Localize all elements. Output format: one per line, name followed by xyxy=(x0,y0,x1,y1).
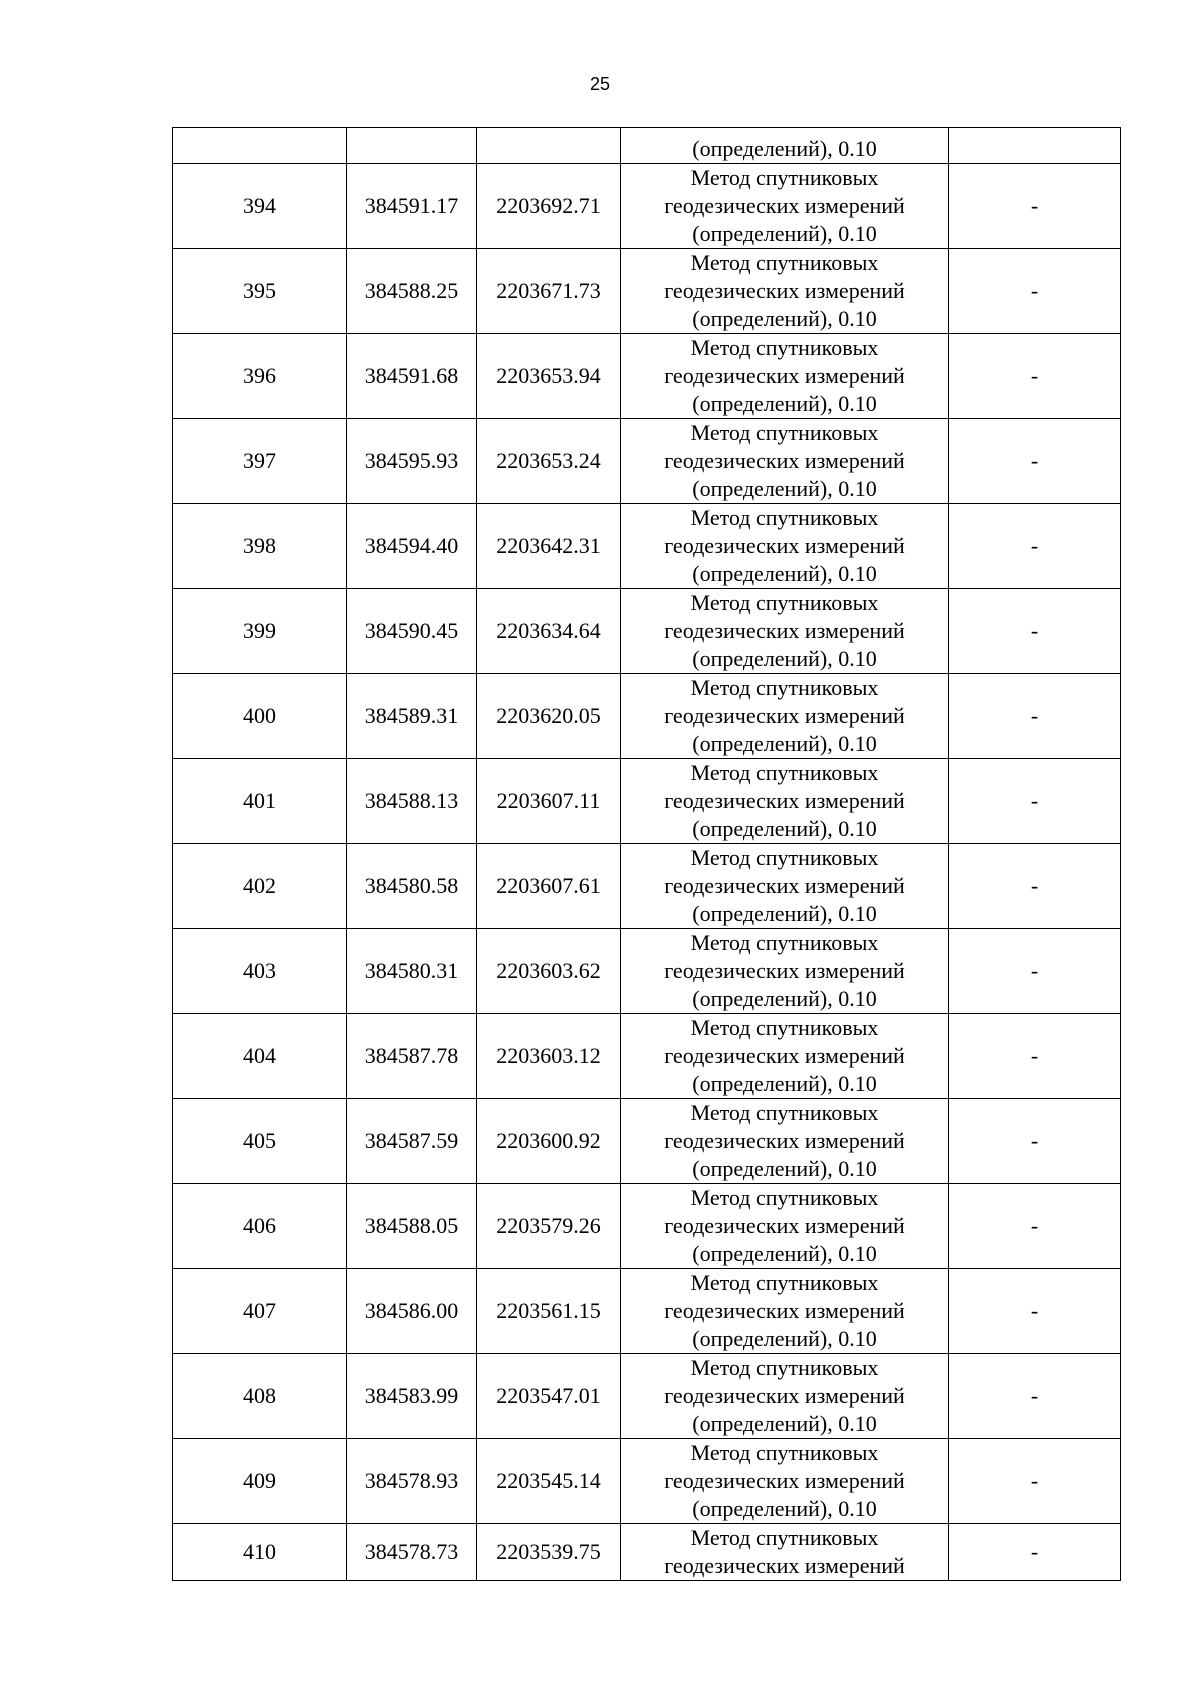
method-line: Метод спутниковых xyxy=(690,930,879,955)
method-line: геодезических измерений xyxy=(664,193,905,218)
method-line: Метод спутниковых xyxy=(690,505,879,530)
point-number-cell: 405 xyxy=(173,1099,347,1184)
method-cell xyxy=(621,419,949,504)
x-coordinate-cell: 384587.78 xyxy=(347,1014,477,1099)
method-line: геодезических измерений xyxy=(664,958,905,983)
x-coordinate-cell: 384578.73 xyxy=(347,1524,477,1581)
method-line: Метод спутниковых xyxy=(690,590,879,615)
x-coordinate-cell: 384583.99 xyxy=(347,1354,477,1439)
table-row xyxy=(173,929,1121,1014)
description-cell: - xyxy=(949,419,1121,504)
y-coordinate-cell: 2203692.71 xyxy=(477,164,621,249)
y-coordinate-cell: 2203653.94 xyxy=(477,334,621,419)
method-line: геодезических измерений xyxy=(664,1043,905,1068)
table-row xyxy=(173,674,1121,759)
y-coordinate-cell: 2203579.26 xyxy=(477,1184,621,1269)
description-cell: - xyxy=(949,1439,1121,1524)
description-cell: - xyxy=(949,334,1121,419)
method-line: Метод спутниковых xyxy=(690,1185,879,1210)
method-line: (определений), 0.10 xyxy=(692,391,877,416)
y-coordinate-cell: 2203634.64 xyxy=(477,589,621,674)
x-coordinate-cell: 384591.68 xyxy=(347,334,477,419)
method-line: (определений), 0.10 xyxy=(692,561,877,586)
method-cell xyxy=(621,929,949,1014)
method-cell xyxy=(621,1099,949,1184)
method-line: геодезических измерений xyxy=(664,1128,905,1153)
table-row xyxy=(173,1014,1121,1099)
y-coordinate-cell: 2203653.24 xyxy=(477,419,621,504)
table-row xyxy=(173,1524,1121,1581)
method-cell xyxy=(621,1354,949,1439)
table-row xyxy=(173,504,1121,589)
x-coordinate-cell: 384580.58 xyxy=(347,844,477,929)
method-line: (определений), 0.10 xyxy=(692,816,877,841)
description-cell: - xyxy=(949,674,1121,759)
point-number-cell: 404 xyxy=(173,1014,347,1099)
x-coordinate-cell xyxy=(347,128,477,164)
method-cell xyxy=(621,504,949,589)
method-line: Метод спутниковых xyxy=(690,420,879,445)
point-number-cell: 399 xyxy=(173,589,347,674)
x-coordinate-cell: 384578.93 xyxy=(347,1439,477,1524)
point-number-cell: 409 xyxy=(173,1439,347,1524)
table-row xyxy=(173,759,1121,844)
point-number-cell: 394 xyxy=(173,164,347,249)
method-line: Метод спутниковых xyxy=(690,845,879,870)
method-line: (определений), 0.10 xyxy=(692,306,877,331)
point-number-cell: 407 xyxy=(173,1269,347,1354)
method-line: геодезических измерений xyxy=(664,278,905,303)
x-coordinate-cell: 384590.45 xyxy=(347,589,477,674)
description-cell: - xyxy=(949,249,1121,334)
method-line: Метод спутниковых xyxy=(690,675,879,700)
method-line: геодезических измерений xyxy=(664,873,905,898)
method-cell xyxy=(621,1269,949,1354)
point-number-cell: 396 xyxy=(173,334,347,419)
table-row xyxy=(173,128,1121,164)
method-cell xyxy=(621,1524,949,1581)
method-line: Метод спутниковых xyxy=(690,1440,879,1465)
method-line: геодезических измерений xyxy=(664,788,905,813)
method-line: (определений), 0.10 xyxy=(692,136,877,161)
point-number-cell xyxy=(173,128,347,164)
description-cell: - xyxy=(949,929,1121,1014)
description-cell: - xyxy=(949,759,1121,844)
method-cell xyxy=(621,1014,949,1099)
method-line: геодезических измерений xyxy=(664,703,905,728)
y-coordinate-cell: 2203620.05 xyxy=(477,674,621,759)
method-line: геодезических измерений xyxy=(664,363,905,388)
table-row xyxy=(173,249,1121,334)
y-coordinate-cell: 2203603.62 xyxy=(477,929,621,1014)
x-coordinate-cell: 384588.05 xyxy=(347,1184,477,1269)
description-cell: - xyxy=(949,589,1121,674)
method-line: (определений), 0.10 xyxy=(692,1241,877,1266)
table-row xyxy=(173,1354,1121,1439)
description-cell: - xyxy=(949,844,1121,929)
point-number-cell: 410 xyxy=(173,1524,347,1581)
x-coordinate-cell: 384594.40 xyxy=(347,504,477,589)
x-coordinate-cell: 384586.00 xyxy=(347,1269,477,1354)
method-cell xyxy=(621,334,949,419)
x-coordinate-cell: 384587.59 xyxy=(347,1099,477,1184)
point-number-cell: 403 xyxy=(173,929,347,1014)
coordinates-table xyxy=(172,127,1121,1581)
description-cell: - xyxy=(949,1184,1121,1269)
y-coordinate-cell: 2203547.01 xyxy=(477,1354,621,1439)
point-number-cell: 402 xyxy=(173,844,347,929)
method-line: (определений), 0.10 xyxy=(692,1411,877,1436)
table-row xyxy=(173,1184,1121,1269)
method-line: (определений), 0.10 xyxy=(692,901,877,926)
point-number-cell: 406 xyxy=(173,1184,347,1269)
y-coordinate-cell: 2203603.12 xyxy=(477,1014,621,1099)
method-cell xyxy=(621,128,949,164)
table-row xyxy=(173,164,1121,249)
y-coordinate-cell: 2203642.31 xyxy=(477,504,621,589)
point-number-cell: 397 xyxy=(173,419,347,504)
method-line: Метод спутниковых xyxy=(690,760,879,785)
method-line: Метод спутниковых xyxy=(690,335,879,360)
point-number-cell: 401 xyxy=(173,759,347,844)
method-cell xyxy=(621,164,949,249)
method-cell xyxy=(621,589,949,674)
method-line: геодезических измерений xyxy=(664,448,905,473)
description-cell: - xyxy=(949,1099,1121,1184)
table-row xyxy=(173,589,1121,674)
x-coordinate-cell: 384588.13 xyxy=(347,759,477,844)
y-coordinate-cell: 2203607.11 xyxy=(477,759,621,844)
method-line: геодезических измерений xyxy=(664,1213,905,1238)
method-cell xyxy=(621,1439,949,1524)
x-coordinate-cell: 384588.25 xyxy=(347,249,477,334)
method-cell xyxy=(621,844,949,929)
method-line: Метод спутниковых xyxy=(690,1525,879,1550)
y-coordinate-cell: 2203545.14 xyxy=(477,1439,621,1524)
table-row xyxy=(173,419,1121,504)
method-cell xyxy=(621,249,949,334)
x-coordinate-cell: 384589.31 xyxy=(347,674,477,759)
page-number: 25 xyxy=(589,74,611,94)
method-line: (определений), 0.10 xyxy=(692,1156,877,1181)
description-cell: - xyxy=(949,1524,1121,1581)
method-line: (определений), 0.10 xyxy=(692,731,877,756)
method-line: (определений), 0.10 xyxy=(692,221,877,246)
method-line: Метод спутниковых xyxy=(690,1100,879,1125)
table-row xyxy=(173,1099,1121,1184)
table-row xyxy=(173,1439,1121,1524)
point-number-cell: 408 xyxy=(173,1354,347,1439)
method-line: (определений), 0.10 xyxy=(692,1496,877,1521)
y-coordinate-cell: 2203600.92 xyxy=(477,1099,621,1184)
table-row xyxy=(173,334,1121,419)
method-line: геодезических измерений xyxy=(664,1553,905,1578)
description-cell xyxy=(949,128,1121,164)
method-line: Метод спутниковых xyxy=(690,1355,879,1380)
point-number-cell: 395 xyxy=(173,249,347,334)
method-line: Метод спутниковых xyxy=(690,1270,879,1295)
method-line: геодезических измерений xyxy=(664,533,905,558)
description-cell: - xyxy=(949,164,1121,249)
method-line: (определений), 0.10 xyxy=(692,986,877,1011)
y-coordinate-cell xyxy=(477,128,621,164)
description-cell: - xyxy=(949,1269,1121,1354)
method-cell xyxy=(621,759,949,844)
point-number-cell: 398 xyxy=(173,504,347,589)
method-line: (определений), 0.10 xyxy=(692,646,877,671)
x-coordinate-cell: 384595.93 xyxy=(347,419,477,504)
description-cell: - xyxy=(949,1014,1121,1099)
x-coordinate-cell: 384580.31 xyxy=(347,929,477,1014)
y-coordinate-cell: 2203607.61 xyxy=(477,844,621,929)
method-line: Метод спутниковых xyxy=(690,165,879,190)
table-row xyxy=(173,844,1121,929)
point-number-cell: 400 xyxy=(173,674,347,759)
method-line: Метод спутниковых xyxy=(690,250,879,275)
table-row xyxy=(173,1269,1121,1354)
description-cell: - xyxy=(949,1354,1121,1439)
method-line: Метод спутниковых xyxy=(690,1015,879,1040)
y-coordinate-cell: 2203539.75 xyxy=(477,1524,621,1581)
method-line: геодезических измерений xyxy=(664,618,905,643)
method-cell xyxy=(621,1184,949,1269)
y-coordinate-cell: 2203671.73 xyxy=(477,249,621,334)
method-line: (определений), 0.10 xyxy=(692,476,877,501)
method-line: (определений), 0.10 xyxy=(692,1071,877,1096)
description-cell: - xyxy=(949,504,1121,589)
method-line: геодезических измерений xyxy=(664,1383,905,1408)
y-coordinate-cell: 2203561.15 xyxy=(477,1269,621,1354)
x-coordinate-cell: 384591.17 xyxy=(347,164,477,249)
method-line: геодезических измерений xyxy=(664,1468,905,1493)
table-body xyxy=(173,128,1121,1581)
method-line: (определений), 0.10 xyxy=(692,1326,877,1351)
method-cell xyxy=(621,674,949,759)
method-line: геодезических измерений xyxy=(664,1298,905,1323)
